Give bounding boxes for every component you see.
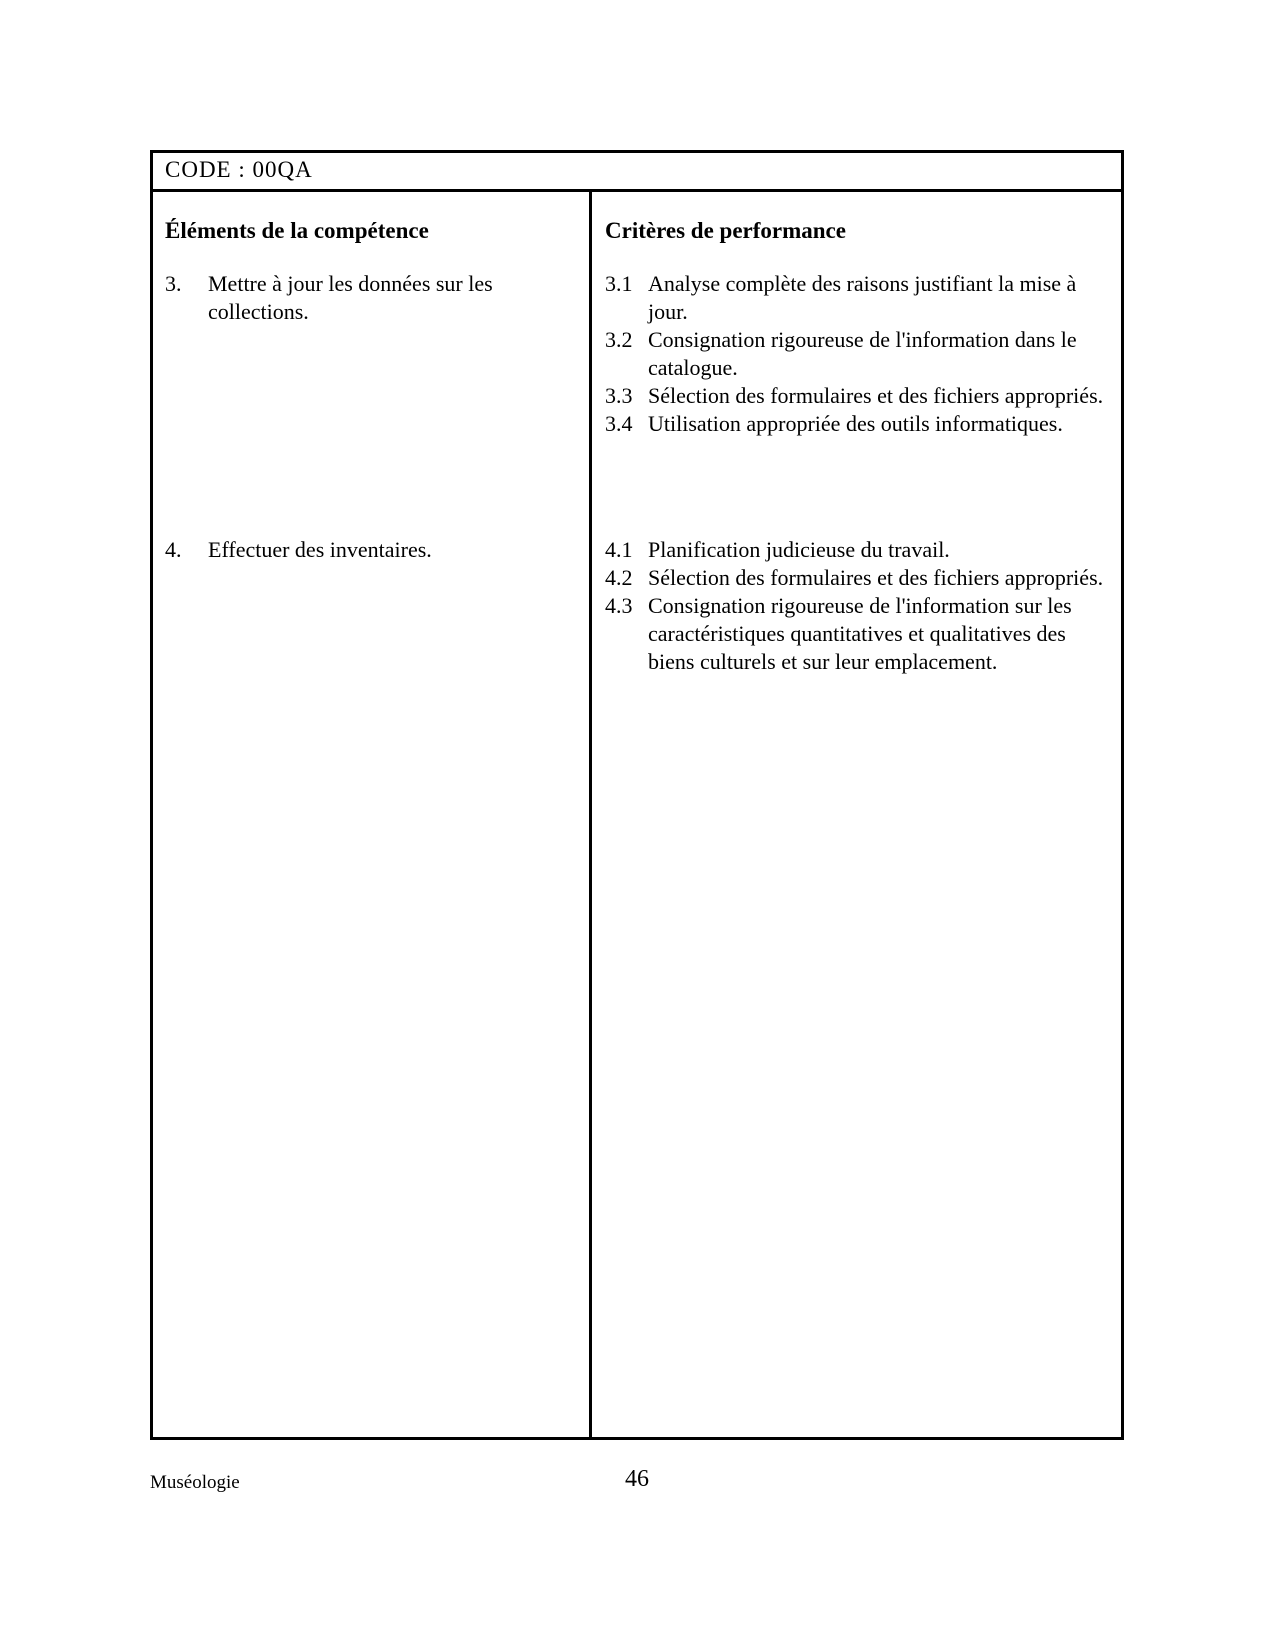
elements-heading: Éléments de la compétence xyxy=(165,218,429,243)
criteria-list xyxy=(605,536,1110,676)
element-text: Mettre à jour les données sur les collections. xyxy=(208,271,493,324)
criterion-text: Sélection des formulaires et des fichiers appropriés. xyxy=(648,565,1104,590)
element-text: Effectuer des inventaires. xyxy=(208,537,432,562)
criterion-item xyxy=(605,382,1110,410)
element-number: 4. xyxy=(165,537,182,562)
code-row xyxy=(153,153,1121,192)
criterion-text: Planification judicieuse du travail. xyxy=(648,537,950,562)
criterion-number: 3.1 xyxy=(605,271,633,296)
criterion-text: Consignation rigoureuse de l'information sur les caractéristiques quantitatives et qualitatives des biens culturels et sur leur emplacement. xyxy=(648,593,1072,674)
criterion-item xyxy=(605,536,1110,564)
criteria-heading: Critères de performance xyxy=(605,218,846,243)
footer-program: Muséologie xyxy=(150,1472,240,1493)
criterion-number: 4.1 xyxy=(605,537,633,562)
competency-table xyxy=(150,150,1124,1440)
element-number: 3. xyxy=(165,271,182,296)
criterion-number: 4.3 xyxy=(605,593,633,618)
criterion-number: 3.2 xyxy=(605,327,633,352)
column-divider xyxy=(589,189,592,1440)
criterion-number: 3.3 xyxy=(605,383,633,408)
criterion-text: Consignation rigoureuse de l'information dans le catalogue. xyxy=(648,327,1077,380)
code-label: CODE : 00QA xyxy=(165,157,313,182)
criterion-item xyxy=(605,564,1110,592)
page-number: 46 xyxy=(625,1466,649,1492)
criterion-item xyxy=(605,410,1110,438)
criterion-text: Utilisation appropriée des outils informatiques. xyxy=(648,411,1063,436)
criterion-text: Sélection des formulaires et des fichiers appropriés. xyxy=(648,383,1104,408)
criterion-item xyxy=(605,592,1110,676)
criteria-list xyxy=(605,270,1110,438)
criterion-text: Analyse complète des raisons justifiant la mise à jour. xyxy=(648,271,1077,324)
criterion-number: 4.2 xyxy=(605,565,633,590)
criterion-item xyxy=(605,326,1110,382)
criterion-item xyxy=(605,270,1110,326)
criterion-number: 3.4 xyxy=(605,411,633,436)
